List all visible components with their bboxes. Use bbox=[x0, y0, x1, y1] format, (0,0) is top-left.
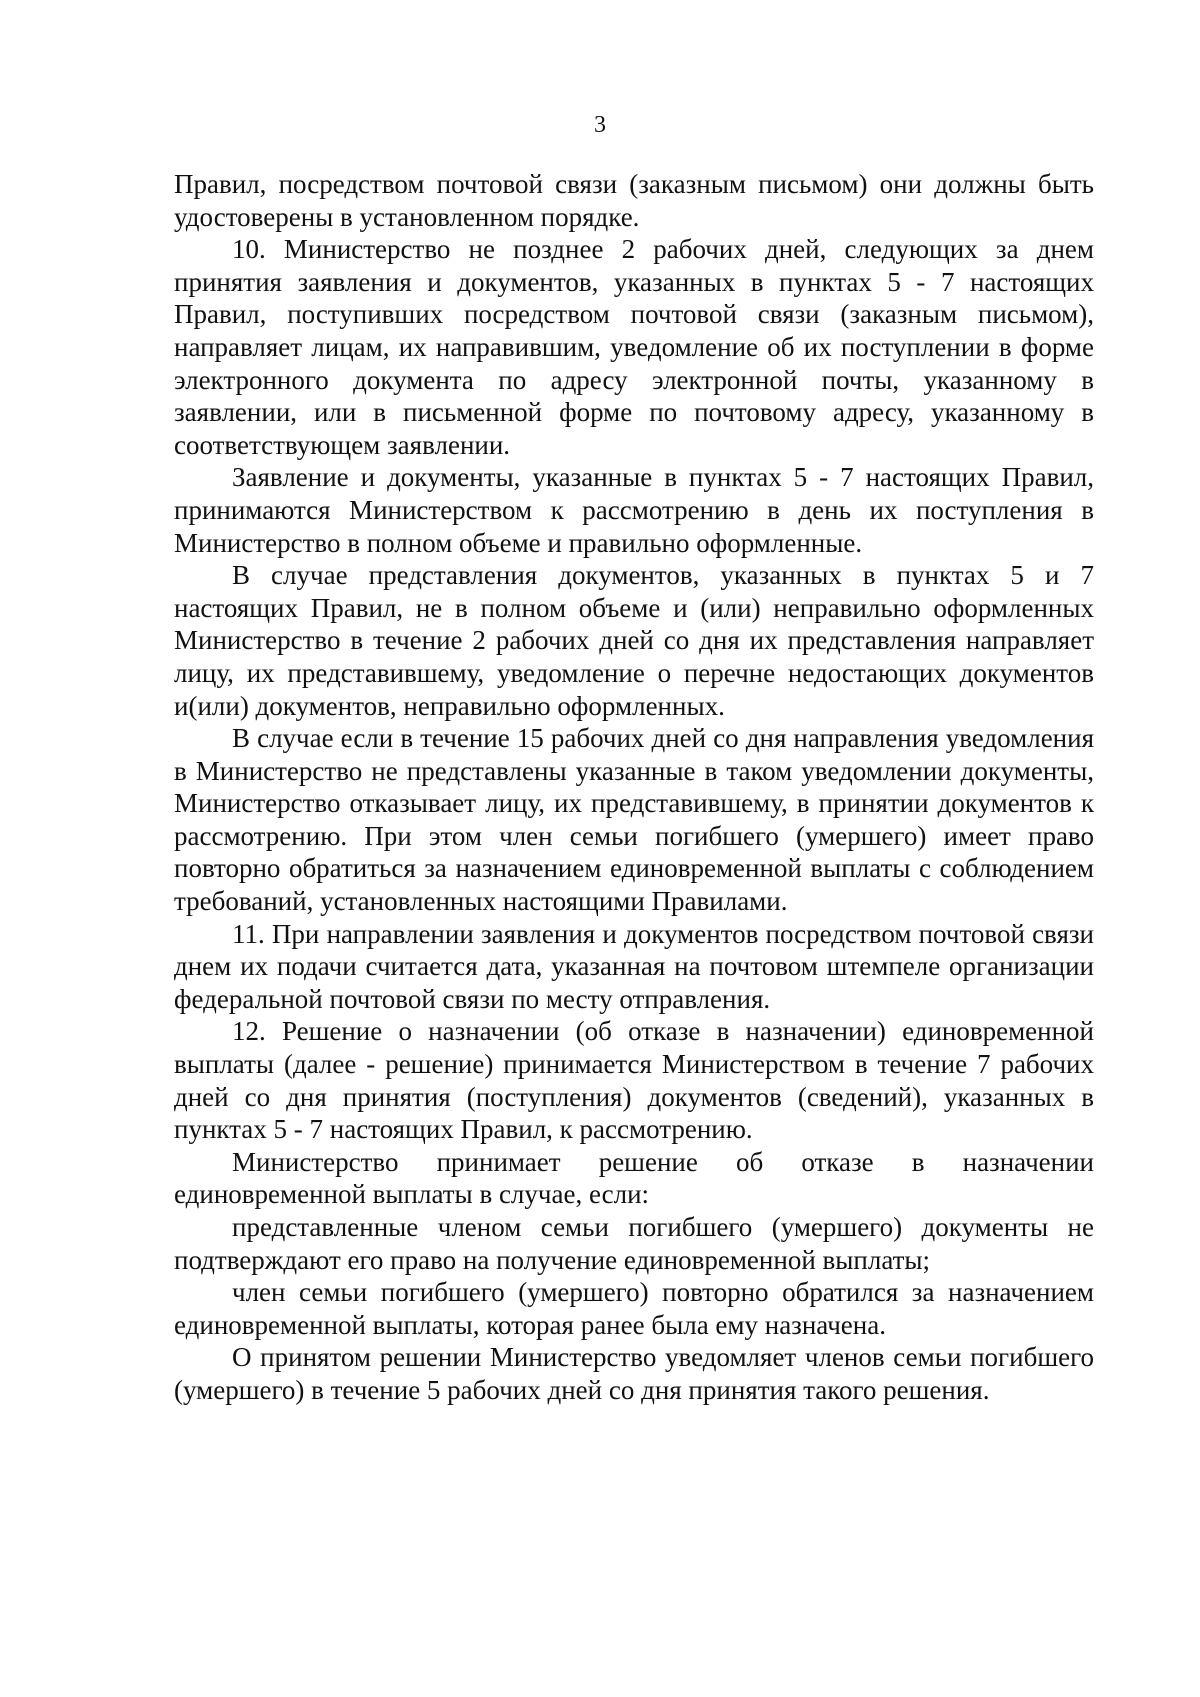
paragraph-acceptance: Заявление и документы, указанные в пунктах 5 - 7 настоящих Правил, принимаются Министерством к рассмотрению в день их поступления в Министерство в полном объеме и правильно оформленные. bbox=[174, 462, 1094, 558]
paragraph-ground-2: член семьи погибшего (умершего) повторно обратился за назначением единовременной выплаты, которая ранее была ему назначена. bbox=[174, 1277, 1094, 1340]
document-body bbox=[174, 168, 1094, 1407]
paragraph-item-12: 12. Решение о назначении (об отказе в назначении) единовременной выплаты (далее - решение) принимается Министерством в течение 7 рабочих дней со дня принятия (поступления) документов (сведений), указанных в пунктах 5 - 7 настоящих Правил, к рассмотрению. bbox=[174, 1016, 1094, 1145]
page-number: 3 bbox=[594, 112, 606, 138]
paragraph-refusal-acceptance: В случае если в течение 15 рабочих дней со дня направления уведомления в Министерство не представлены указанные в таком уведомлении документы, Министерство отказывает лицу, их представившему, в принятии документов к рассмотрению. При этом член семьи погибшего (умершего) имеет право повторно обратиться за назначением единовременной выплаты с соблюдением требований, установленных настоящими Правилами. bbox=[174, 723, 1094, 917]
paragraph-item-11: 11. При направлении заявления и документов посредством почтовой связи днем их подачи считается дата, указанная на почтовом штемпеле организации федеральной почтовой связи по месту отправления. bbox=[174, 918, 1094, 1014]
paragraph-item-10: 10. Министерство не позднее 2 рабочих дней, следующих за днем принятия заявления и документов, указанных в пунктах 5 - 7 настоящих Правил, поступивших посредством почтовой связи (заказным письмом), направляет лицам, их направившим, уведомление об их поступлении в форме электронного документа по адресу электронной почты, указанному в заявлении, или в письменной форме по почтовому адресу, указанному в соответствующем заявлении. bbox=[174, 234, 1094, 460]
paragraph-refusal-grounds: Министерство принимает решение об отказе в назначении единовременной выплаты в случае, если: bbox=[174, 1146, 1094, 1210]
paragraph-ground-1: представленные членом семьи погибшего (умершего) документы не подтверждают его право на получение единовременной выплаты; bbox=[174, 1212, 1094, 1275]
paragraph-continuation: Правил, посредством почтовой связи (заказным письмом) они должны быть удостоверены в установленном порядке. bbox=[174, 169, 1094, 232]
paragraph-notification: О принятом решении Министерство уведомляет членов семьи погибшего (умершего) в течение 5 рабочих дней со дня принятия такого решения. bbox=[174, 1342, 1094, 1405]
paragraph-incomplete-documents: В случае представления документов, указанных в пунктах 5 и 7 настоящих Правил, не в полном объеме и (или) неправильно оформленных Министерство в течение 2 рабочих дней со дня их представления направляет лицу, их представившему, уведомление о перечне недостающих документов и(или) документов, неправильно оформленных. bbox=[174, 560, 1094, 721]
